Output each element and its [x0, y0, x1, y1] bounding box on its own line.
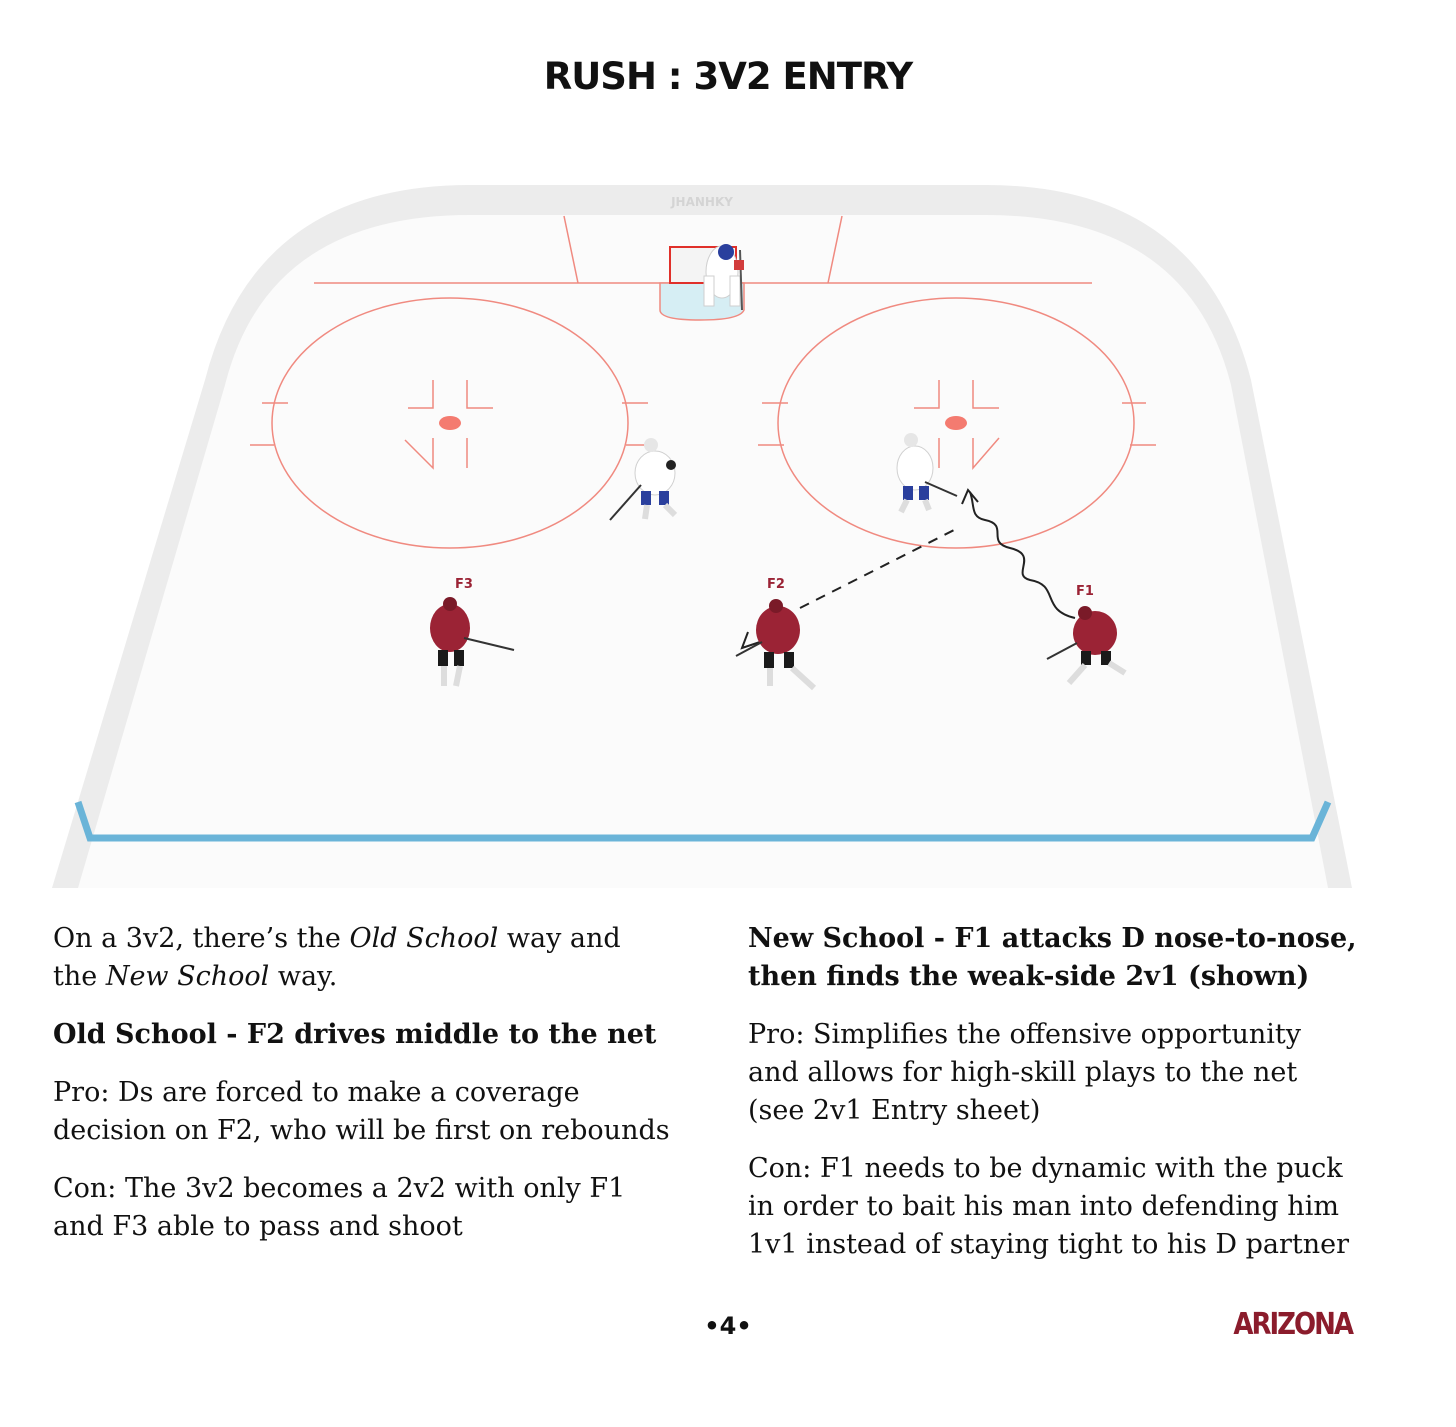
watermark: JHANHKY [671, 195, 733, 209]
new-school-term: New School [105, 961, 270, 992]
right-column [748, 920, 1358, 1284]
new-school-heading: New School - F1 attacks D nose-to-nose, then finds the weak-side 2v1 (shown) [748, 923, 1357, 992]
old-school-term: Old School [349, 923, 499, 954]
new-school-pro: Pro: Simplifies the offensive opportunity and allows for high-skill plays to the net (see 2v1 Entry sheet) [748, 1019, 1301, 1126]
player-label-f1: F1 [1076, 584, 1094, 599]
old-school-con: Con: The 3v2 becomes a 2v2 with only F1 and F3 able to pass and shoot [53, 1173, 626, 1242]
player-label-f2: F2 [767, 577, 785, 592]
old-school-heading: Old School - F2 drives middle to the net [53, 1019, 657, 1050]
intro-paragraph: On a 3v2, there’s the Old School way and the New School way. [53, 923, 621, 992]
player-label-f3: F3 [455, 577, 473, 592]
left-column [53, 920, 673, 1266]
rink-diagram [0, 170, 1456, 900]
page-number: •4• [704, 1312, 752, 1340]
brand-logo: ARIZONA [1233, 1307, 1352, 1343]
old-school-pro: Pro: Ds are forced to make a coverage decision on F2, who will be first on rebounds [53, 1077, 670, 1146]
page-title: RUSH : 3V2 ENTRY [543, 55, 913, 98]
new-school-con: Con: F1 needs to be dynamic with the puck in order to bait his man into defending him 1v1 instead of staying tight to his D partner [748, 1153, 1350, 1260]
